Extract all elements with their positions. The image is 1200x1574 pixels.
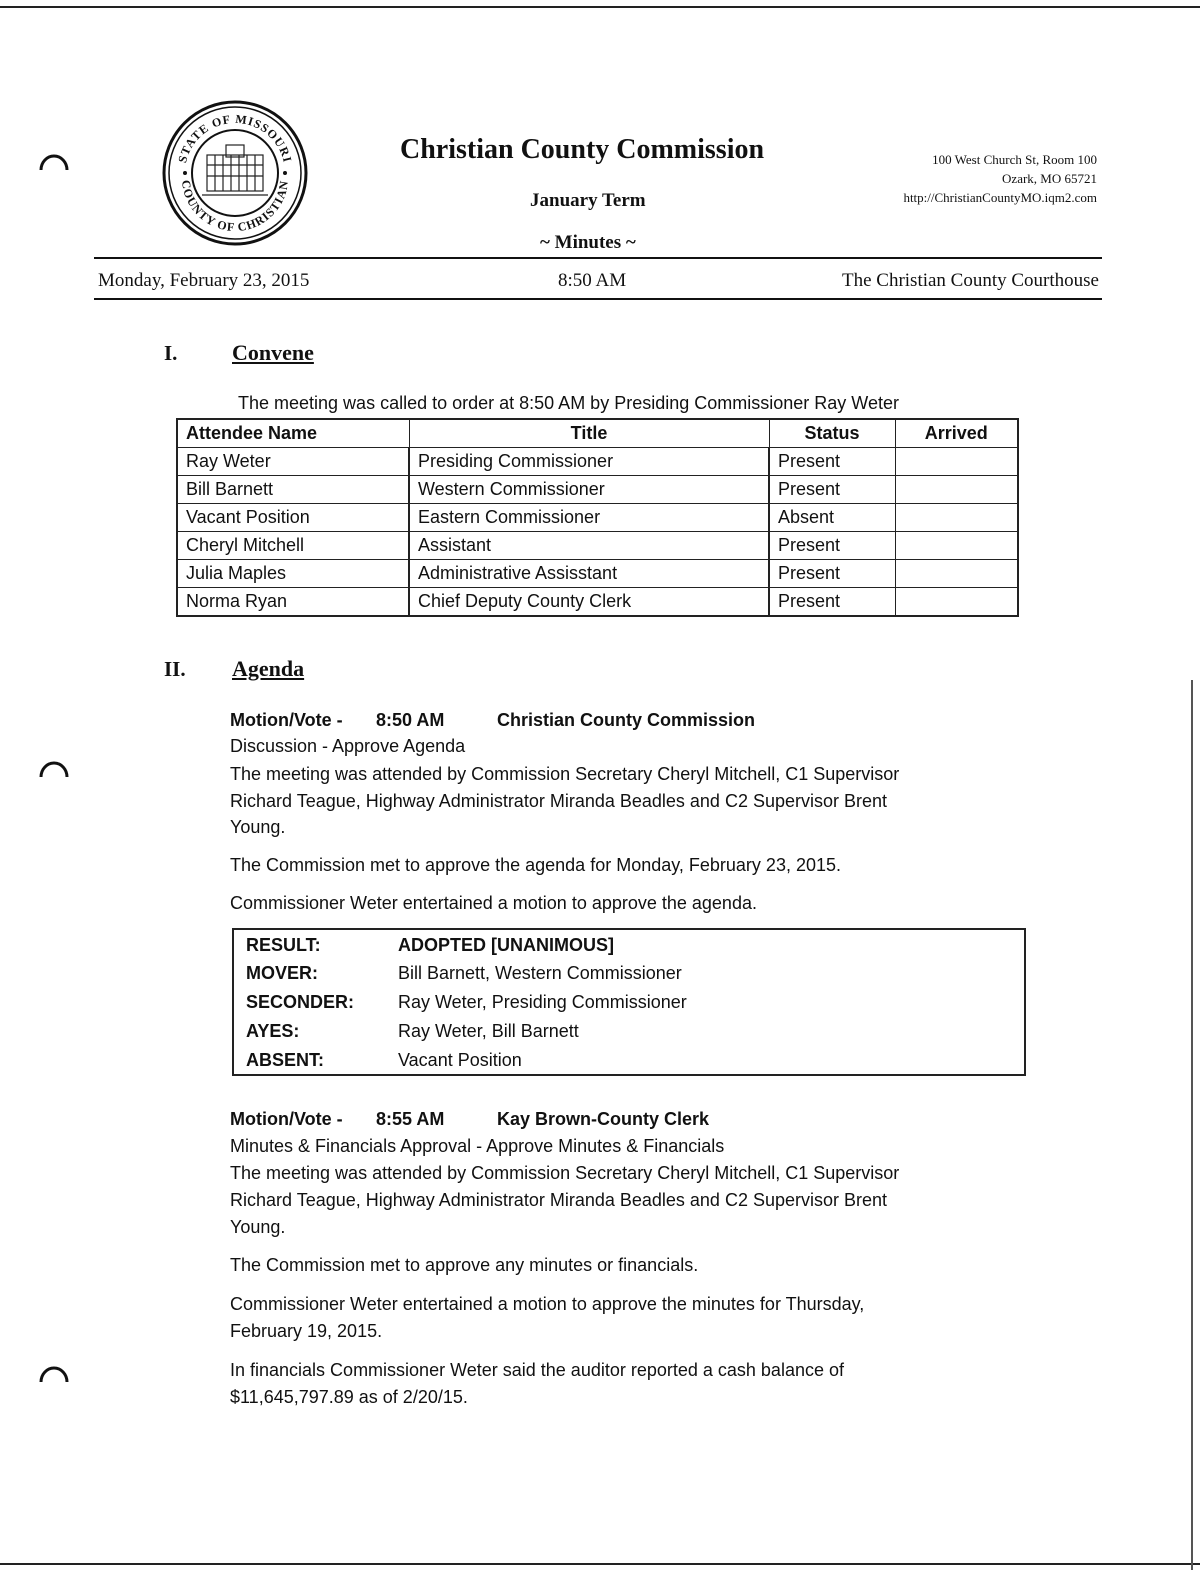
attendee-title: Chief Deputy County Clerk [409,588,769,617]
attendee-row [177,588,1018,617]
discussion-line: Minutes & Financials Approval - Approve Minutes & Financials [230,1136,725,1156]
column-header: Title [409,419,769,448]
page-right-edge [1191,680,1193,1570]
attendee-name: Julia Maples [177,560,409,588]
attended-text: The meeting was attended by Commission Secretary Cheryl Mitchell, C1 Supervisor [230,1163,900,1183]
vote-value: Ray Weter, Bill Barnett [398,1021,579,1041]
attendee-status: Present [769,560,895,588]
attendee-name: Ray Weter [177,448,409,476]
attendee-arrived [895,560,1018,588]
motion-label: Motion/Vote - [230,1109,343,1129]
attendee-row [177,532,1018,560]
attendee-status: Present [769,588,895,617]
motion-label: Motion/Vote - [230,710,343,730]
county-seal-logo [162,100,308,246]
attendee-status: Present [769,532,895,560]
attendee-row [177,560,1018,588]
vote-value: ADOPTED [UNANIMOUS] [398,935,614,955]
vote-key: RESULT: [246,935,321,955]
attendee-arrived [895,476,1018,504]
attendee-status: Present [769,476,895,504]
address-line1: 100 West Church St, Room 100 [932,152,1097,167]
meta-divider [94,298,1102,300]
attendee-name: Vacant Position [177,504,409,532]
attendee-row [177,504,1018,532]
attendee-row [177,476,1018,504]
attended-text: Richard Teague, Highway Administrator Miranda Beadles and C2 Supervisor Brent [230,1190,888,1210]
attendee-name: Norma Ryan [177,588,409,617]
paragraph: Commissioner Weter entertained a motion to approve the minutes for Thursday, [230,1294,865,1314]
vote-key: SECONDER: [246,992,355,1012]
address-block [903,150,1097,207]
vote-key: AYES: [246,1021,300,1041]
website-link: http://ChristianCountyMO.iqm2.com [903,190,1097,205]
section-title-convene: Convene [232,340,314,365]
motion-presenter: Christian County Commission [497,710,756,730]
attendee-title: Administrative Assisstant [409,560,769,588]
attendee-name: Cheryl Mitchell [177,532,409,560]
punch-hole-icon [37,747,71,781]
column-header: Status [769,419,895,448]
address-line2: Ozark, MO 65721 [1002,171,1097,186]
section-title-agenda: Agenda [232,656,305,681]
paragraph: $11,645,797.89 as of 2/20/15. [230,1387,468,1407]
attendee-row [177,448,1018,476]
section-number: I. [164,341,178,365]
organization-title: Christian County Commission [400,134,765,165]
vote-value: Ray Weter, Presiding Commissioner [398,992,687,1012]
vote-key: ABSENT: [246,1050,325,1070]
paragraph: February 19, 2015. [230,1321,383,1341]
meeting-date: Monday, February 23, 2015 [98,270,310,291]
meeting-time: 8:50 AM [558,270,627,291]
attended-text: The meeting was attended by Commission Secretary Cheryl Mitchell, C1 Supervisor [230,764,900,784]
punch-hole-icon [37,1352,71,1386]
motion-presenter: Kay Brown-County Clerk [497,1109,710,1129]
attendance-table [176,418,1019,617]
attendee-title: Western Commissioner [409,476,769,504]
attended-text: Young. [230,1217,286,1237]
attendance-header-row [177,419,1018,448]
attendee-title: Assistant [409,532,769,560]
attended-text: Richard Teague, Highway Administrator Miranda Beadles and C2 Supervisor Brent [230,791,888,811]
motion-time: 8:50 AM [376,710,445,730]
attended-text: Young. [230,817,286,837]
paragraph: In financials Commissioner Weter said the auditor reported a cash balance of [230,1360,844,1380]
vote-value: Bill Barnett, Western Commissioner [398,963,682,983]
vote-value: Vacant Position [398,1050,522,1070]
column-header: Attendee Name [177,419,409,448]
attendee-status: Present [769,448,895,476]
paragraph: The Commission met to approve any minutes or financials. [230,1255,699,1275]
attendee-arrived [895,588,1018,617]
attendee-arrived [895,532,1018,560]
call-to-order-text: The meeting was called to order at 8:50 AM by Presiding Commissioner Ray Weter [238,393,899,413]
motion-time: 8:55 AM [376,1109,445,1129]
discussion-line: Discussion - Approve Agenda [230,736,466,756]
vote-result-box [232,928,1026,1076]
paragraph: Commissioner Weter entertained a motion to approve the agenda. [230,893,757,913]
vote-key: MOVER: [246,963,318,983]
punch-hole-icon [37,140,71,174]
attendee-name: Bill Barnett [177,476,409,504]
term-label: January Term [530,190,646,211]
section-number: II. [164,657,186,681]
page-top-edge [0,6,1200,8]
svg-text:STATE OF MISSOURI: STATE OF MISSOURI [175,111,295,165]
attendee-title: Eastern Commissioner [409,504,769,532]
attendee-arrived [895,448,1018,476]
attendee-status: Absent [769,504,895,532]
paragraph: The Commission met to approve the agenda for Monday, February 23, 2015. [230,855,841,875]
meeting-location: The Christian County Courthouse [841,270,1099,291]
svg-text:COUNTY OF CHRISTIAN: COUNTY OF CHRISTIAN [178,179,292,235]
page-bottom-edge [0,1563,1200,1565]
header-divider [94,257,1102,259]
column-header: Arrived [895,419,1018,448]
attendee-title: Presiding Commissioner [409,448,769,476]
minutes-label: ~ Minutes ~ [540,232,636,253]
attendee-arrived [895,504,1018,532]
